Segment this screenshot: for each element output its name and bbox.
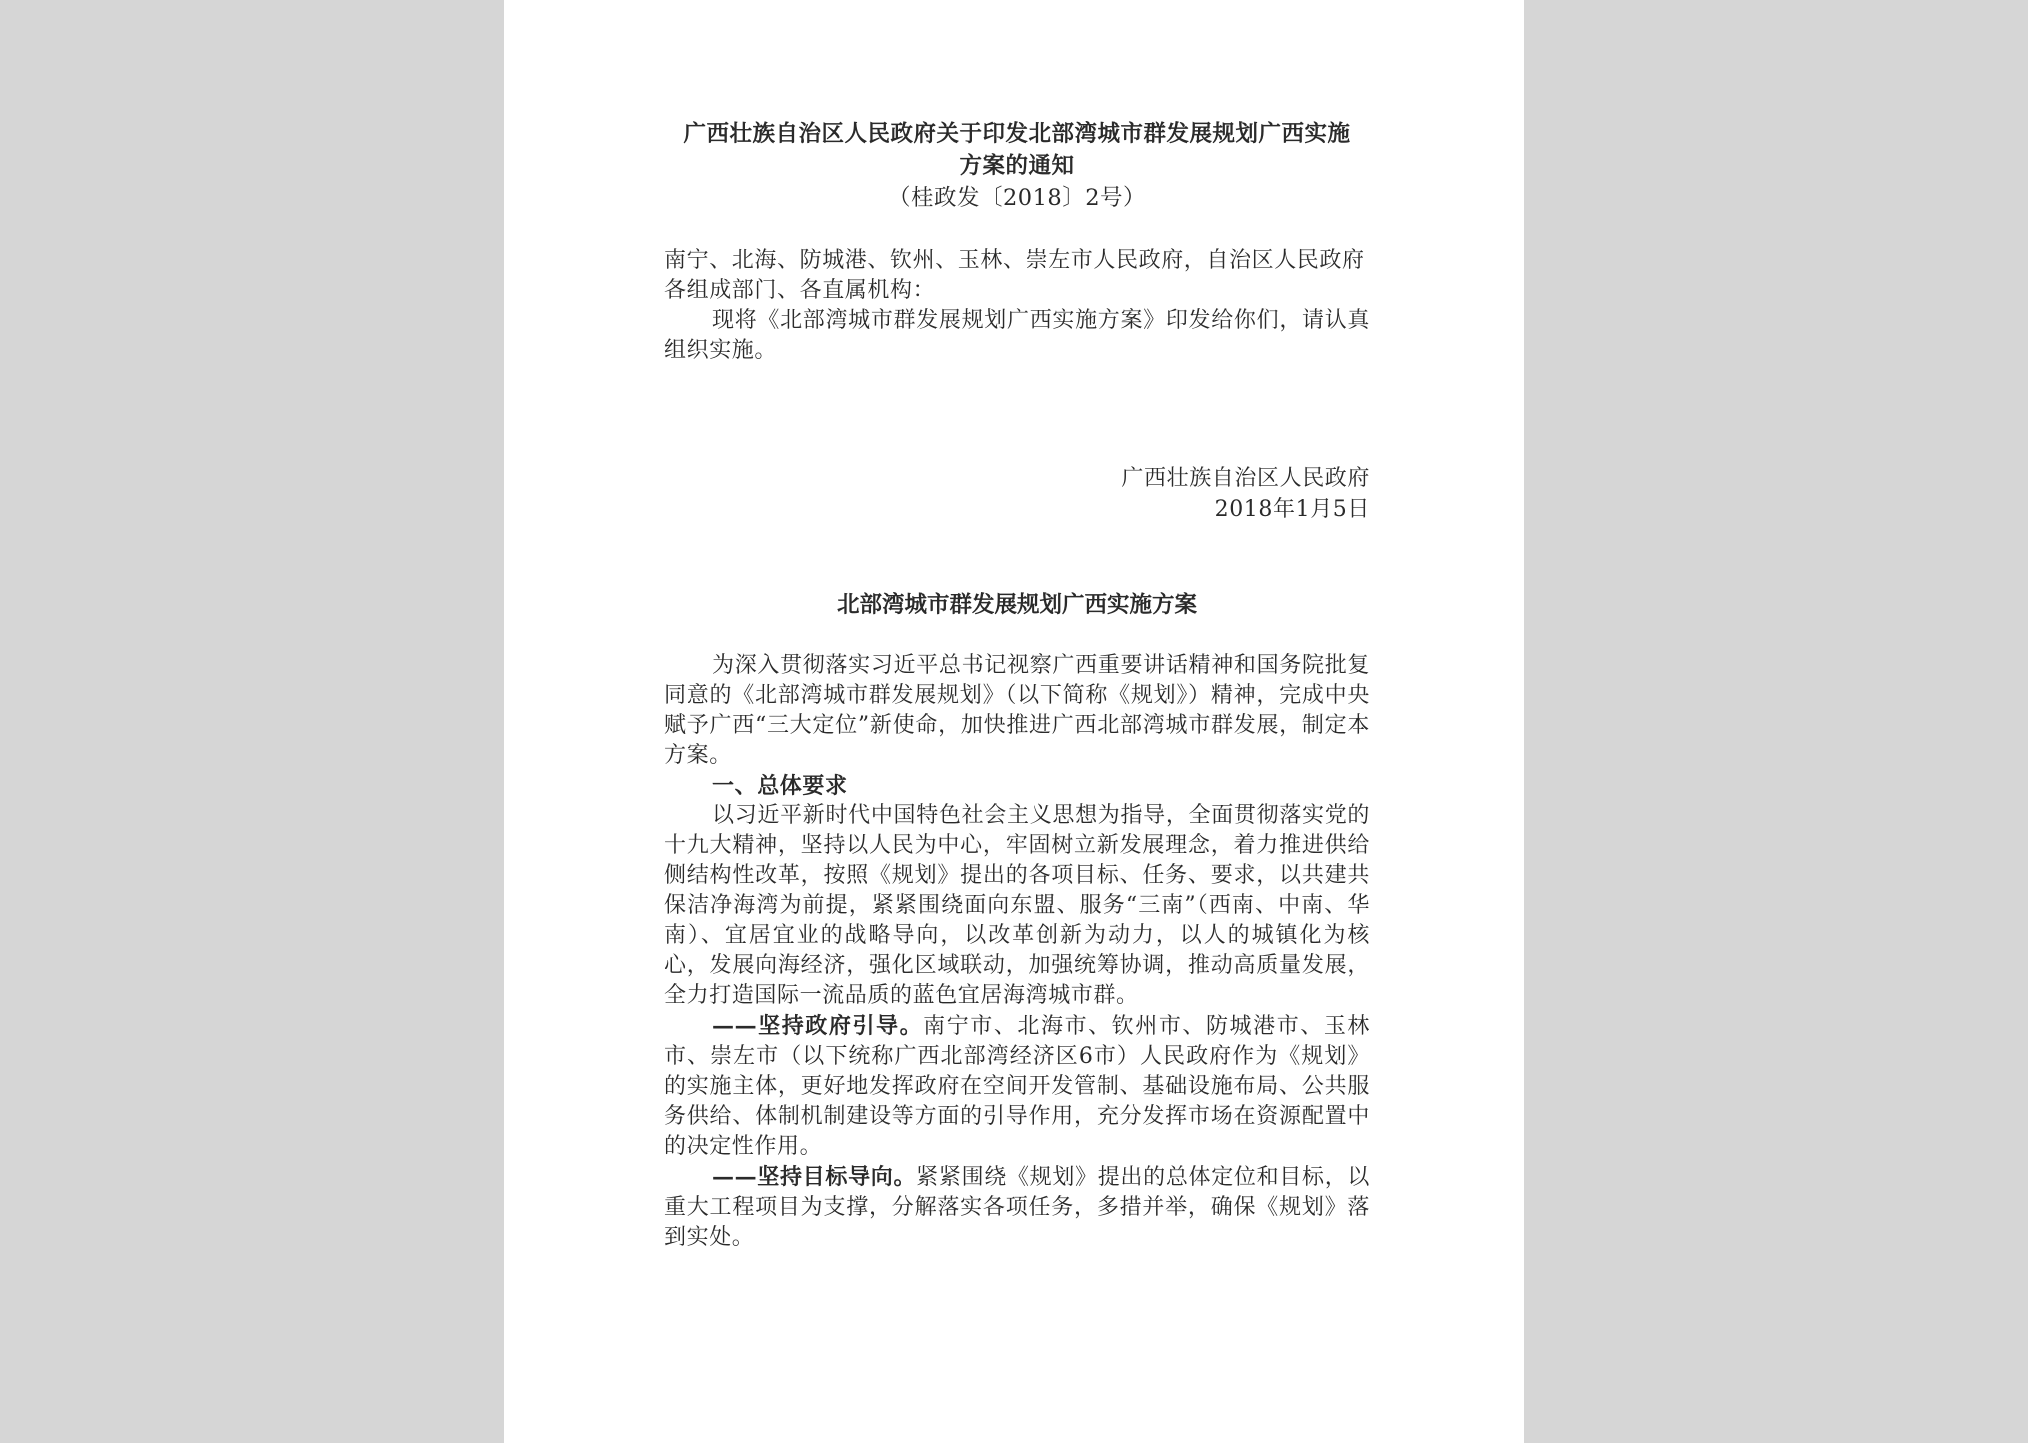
section-heading: 一、总体要求: [712, 773, 848, 799]
intro-paragraph: 现将《北部湾城市群发展规划广西实施方案》印发给你们，请认真组织实施。: [664, 308, 1370, 363]
document-title: [664, 118, 1370, 214]
signature-block: [1121, 463, 1370, 525]
principle-text: 南宁市、北海市、钦州市、防城港市、玉林市、崇左市（以下统称广西北部湾经济区6市）人民政府作为《规划》的实施主体，更好地发挥政府在空间开发管制、基础设施布局、公共服务供给、体制机制建设等方面的引导作用，充分发挥市场在资源配置中的决定性作用。: [664, 1014, 1370, 1159]
salutation: 南宁、北海、防城港、钦州、玉林、崇左市人民政府，自治区人民政府各组成部门、各直属机构：: [664, 248, 1365, 303]
signature-org: 广西壮族自治区人民政府: [1121, 466, 1370, 491]
signature-date: 2018年1月5日: [1214, 497, 1370, 522]
principle-lead: ——坚持政府引导。: [712, 1013, 924, 1039]
document-page: [504, 0, 1524, 1443]
principle-paragraph: [664, 1011, 1370, 1162]
title-line-2: 方案的通知: [959, 153, 1075, 179]
section-paragraph: 以习近平新时代中国特色社会主义思想为指导，全面贯彻落实党的十九大精神，坚持以人民为中心，牢固树立新发展理念，着力推进供给侧结构性改革，按照《规划》提出的各项目标、任务、要求，以共建共保洁净海湾为前提，紧紧围绕面向东盟、服务“三南”（西南、中南、华南）、宜居宜业的战略导向，以改革创新为动力，以人的城镇化为核心，发展向海经济，强化区域联动，加强统筹协调，推动高质量发展，全力打造国际一流品质的蓝色宜居海湾城市群。: [664, 803, 1370, 1008]
principle-paragraph: [664, 1162, 1370, 1253]
document-number: （桂政发〔2018〕2号）: [887, 185, 1147, 211]
principle-text: 紧紧围绕《规划》提出的总体定位和目标，以重大工程项目为支撑，分解落实各项任务，多措并举，确保《规划》落到实处。: [664, 1165, 1370, 1250]
plan-title: 北部湾城市群发展规划广西实施方案: [836, 592, 1197, 618]
plan-body: [664, 651, 1370, 1253]
title-line-1: 广西壮族自治区人民政府关于印发北部湾城市群发展规划广西实施: [683, 121, 1351, 147]
plan-preamble: 为深入贯彻落实习近平总书记视察广西重要讲话精神和国务院批复同意的《北部湾城市群发展规划》（以下简称《规划》）精神，完成中央赋予广西“三大定位”新使命，加快推进广西北部湾城市群发展，制定本方案。: [664, 653, 1370, 768]
principle-lead: ——坚持目标导向。: [712, 1164, 917, 1190]
